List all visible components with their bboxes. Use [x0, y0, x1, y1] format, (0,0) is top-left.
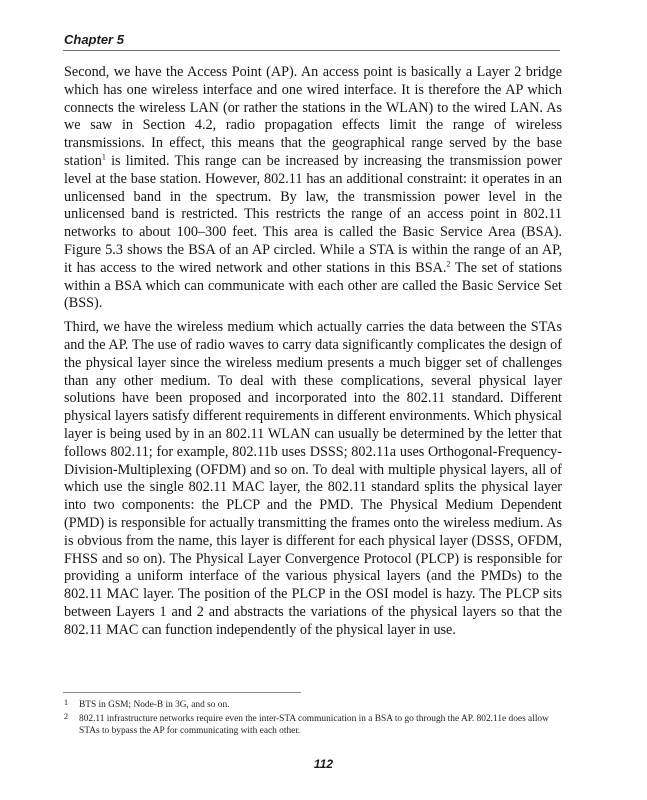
footnotes — [64, 699, 562, 739]
paragraph-wireless-medium: Third, we have the wireless medium which actually carries the data between the STAs and the AP. The use of radio waves to carry data significantly complicates the design of the physical layer since the wireless medium presents a much bigger set of challenges than any other medium. To deal with these complications, several physical layer solutions have been proposed and incorporated into the 802.11 standard. Different physical layers satisfy different requirements in different environments. Which physical layer is being used by in an 802.11 WLAN can usually be determined by the letter that follows 802.11; for example, 802.11b uses DSSS; 802.11a uses Orthogonal-Frequency-Division-Multiplexing (OFDM) and so on. To deal with multiple physical layers, all of which use the single 802.11 MAC layer, the 802.11 standard splits the physical layer into two components: the PLCP and the PMD. The Physical Medium Dependent (PMD) is responsible for actually transmitting the frames onto the wireless medium. As is obvious from the name, this layer is different for each physical layer (DSSS, OFDM, FHSS and so on). The Physical Layer Convergence Protocol (PLCP) is responsible for providing a uniform interface of the various physical layers (and the PMDs) to the 802.11 MAC layer. The position of the PLCP in the OSI model is hazy. The PLCP sits between Layers 1 and 2 and abstracts the variations of the physical layers so that the 802.11 MAC can function independently of the physical layer in use. — [64, 319, 562, 638]
page-number: 112 — [313, 757, 334, 771]
footnote-ref-1[interactable]: 1 — [101, 152, 106, 162]
footnote-1 — [64, 699, 562, 712]
footnote-number: 1 — [64, 698, 68, 707]
footnote-rule — [63, 692, 301, 693]
paragraph-1-part-b: is limited. This range can be increased by increasing the transmission power level at the base station. However, 802.11 has an additional constraint: it operates in an unlicensed band in the spectrum. By law, the transmission power level in the unlicensed band is restricted. This restricts the range of an access point in 802.11 networks to about 100–300 feet. This area is called the Basic Service Area (BSA). Figure 5.3 shows the BSA of an AP circled. While a STA is within the range of an AP, it has access to the wired network and other stations in this BSA. — [64, 152, 562, 276]
header-rule — [63, 50, 560, 51]
paragraph-1-part-c: The set of stations within a BSA which can communicate with each other are called the Basic Service Set (BSS). — [64, 259, 563, 312]
footnote-text: 802.11 infrastructure networks require even the inter-STA communication in a BSA to go through the AP. 802.11e does allow STAs to bypass the AP for communicating with each other. — [79, 713, 549, 737]
footnote-text: BTS in GSM; Node-B in 3G, and so on. — [79, 700, 230, 710]
footnote-2 — [64, 713, 562, 738]
footnote-number: 2 — [64, 711, 68, 721]
main-text — [64, 64, 562, 646]
chapter-running-head: Chapter 5 — [64, 32, 124, 47]
footnote-ref-2[interactable]: 2 — [446, 259, 451, 269]
paragraph-access-point — [64, 64, 562, 313]
paragraph-1-part-a: Second, we have the Access Point (AP). An access point is basically a Layer 2 bridge which has one wireless interface and one wired interface. It is therefore the AP which connects the wireless LAN (or rather the stations in the WLAN) to the wired LAN. As we saw in Section 4.2, radio propagation effects limit the range of wireless transmissions. In effect, this means that the geographical range served by the base station — [64, 64, 562, 169]
